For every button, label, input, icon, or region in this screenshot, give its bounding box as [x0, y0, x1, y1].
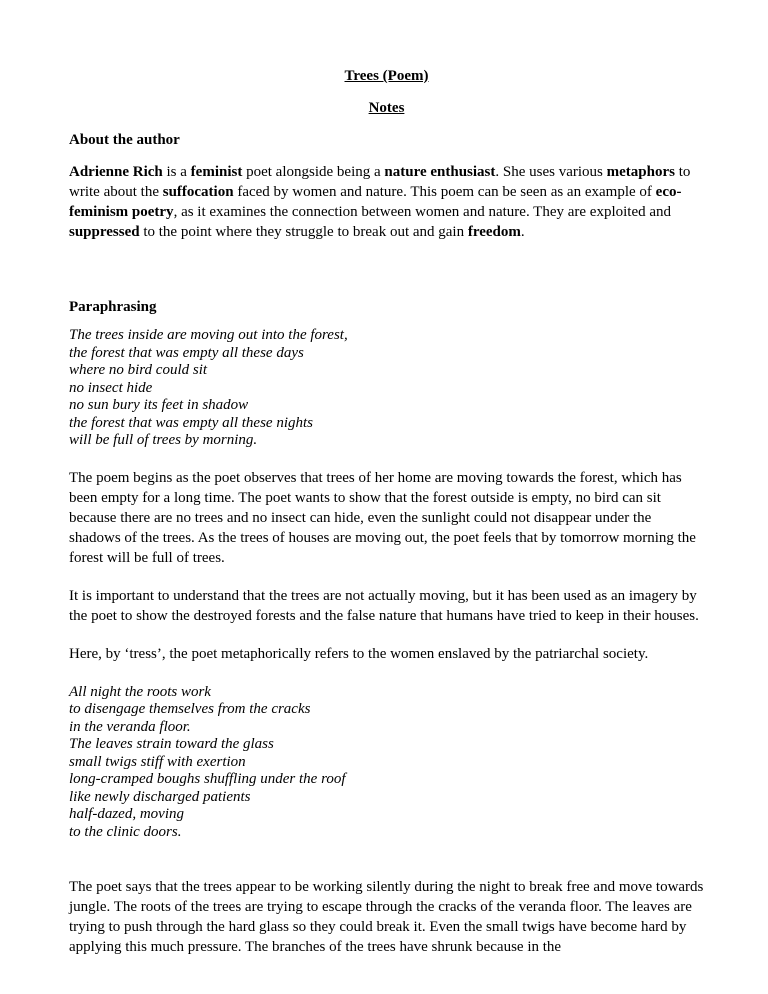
verse-line: will be full of trees by morning.: [69, 432, 258, 448]
verse-line: the forest that was empty all these nights: [69, 414, 314, 431]
verse-line: The leaves strain toward the glass: [69, 736, 274, 752]
document-subtitle: Notes: [368, 100, 405, 116]
verse-line: no insect hide: [69, 379, 153, 396]
explanation-paragraph-4: The poet says that the trees appear to be working silently during the night to break free and move towards jungle. The roots of the trees are trying to escape through the cracks of the veranda floor. The leaves are trying to push through the hard glass so they could break it. Even the small twigs have become hard by applying this much pressure. The branches of the trees have shrunk because in the: [69, 879, 704, 955]
verse-line: where no bird could sit: [69, 362, 208, 378]
verse-line: the forest that was empty all these days: [69, 344, 304, 361]
explanation-paragraph-3: Here, by ‘tress’, the poet metaphorically refers to the women enslaved by the patriarchal society.: [69, 645, 649, 662]
verse-line: All night the roots work: [69, 683, 211, 700]
explanation-paragraph-2: It is important to understand that the trees are not actually moving, but it has been used as an imagery by the poet to show the destroyed forests and the false nature that humans have tried to keep in their houses.: [69, 587, 699, 624]
paraphrasing-heading: Paraphrasing: [69, 299, 157, 315]
verse-line: in the veranda floor.: [69, 718, 191, 735]
poem-stanza-2: [69, 684, 704, 842]
verse-line: small twigs stiff with exertion: [69, 753, 246, 770]
about-paragraph: Adrienne Rich is a feminist poet alongside being a nature enthusiast. She uses various metaphors to write about the suffocation faced by women and nature. This poem can be seen as an example of eco-feminism poetry, as it examines the connection between women and nature. They are exploited and suppressed to the point where they struggle to break out and gain freedom.: [69, 164, 691, 240]
verse-line: like newly discharged patients: [69, 788, 251, 805]
poem-stanza-1: [69, 327, 704, 450]
verse-line: to the clinic doors.: [69, 823, 182, 840]
verse-line: to disengage themselves from the cracks: [69, 701, 311, 717]
document-title: Trees (Poem): [344, 68, 429, 84]
about-heading: About the author: [69, 132, 180, 148]
verse-line: long-cramped boughs shuffling under the roof: [69, 771, 346, 787]
verse-line: half-dazed, moving: [69, 806, 184, 822]
verse-line: no sun bury its feet in shadow: [69, 397, 249, 413]
explanation-paragraph-1: The poem begins as the poet observes that trees of her home are moving towards the forest, which has been empty for a long time. The poet wants to show that the forest outside is empty, no bird can sit because there are no trees and no insect can hide, even the sunlight could not disappear under the shadows of the trees. As the trees of houses are moving out, the poet feels that by tomorrow morning the forest will be full of trees.: [69, 469, 696, 566]
document-page: [69, 64, 704, 957]
verse-line: The trees inside are moving out into the forest,: [69, 327, 348, 343]
